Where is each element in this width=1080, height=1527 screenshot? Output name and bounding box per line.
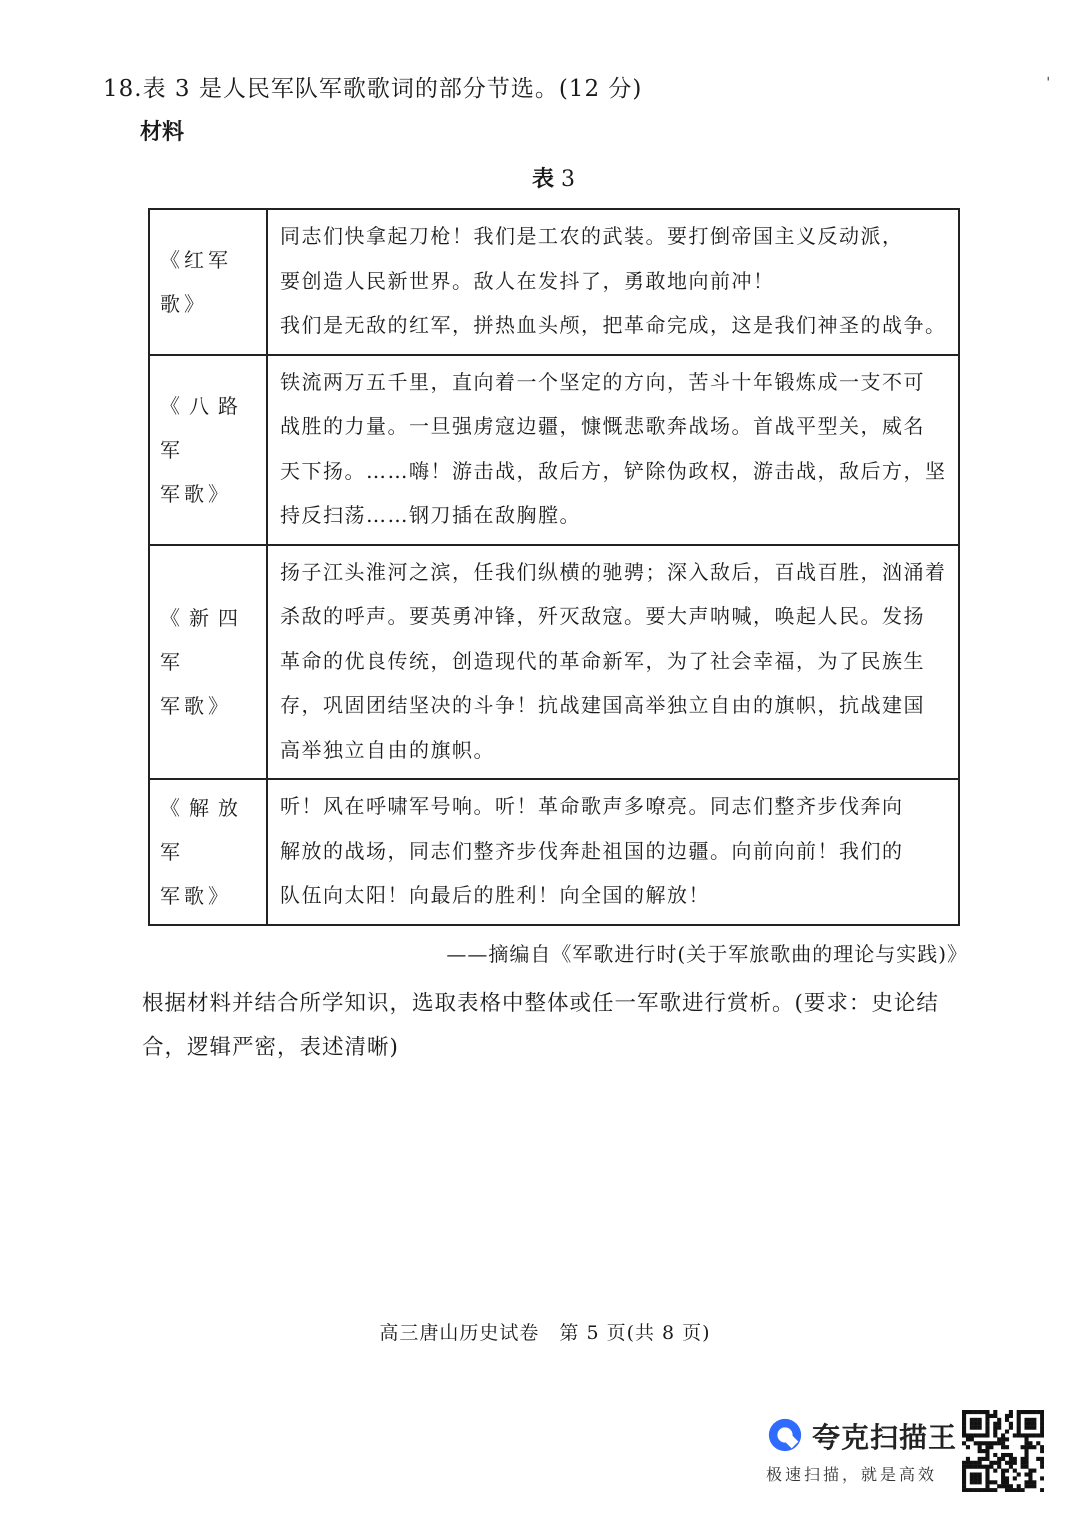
table-row xyxy=(149,209,959,355)
lyric-line: 解放的战场，同志们整齐步伐奔赴祖国的边疆。向前向前！我们的 xyxy=(280,838,904,863)
song-title-line: 军歌》 xyxy=(160,693,232,718)
table-caption-label: 表 xyxy=(531,167,554,192)
watermark-brand: 夸克扫描王 xyxy=(812,1421,958,1454)
lyrics-table xyxy=(148,208,960,926)
lyric-line: 杀敌的呼声。要英勇冲锋，歼灭敌寇。要大声呐喊，唤起人民。发扬 xyxy=(280,604,925,628)
song-title-line: 《八路军 xyxy=(160,393,247,462)
lyric-line: 铁流两万五千里，直向着一个坚定的方向，苦斗十年锻炼成一支不可 xyxy=(280,369,925,394)
song-title-pla xyxy=(149,779,267,925)
lyrics-pla xyxy=(267,779,959,925)
song-title-eighth-route xyxy=(149,355,267,545)
lyric-line: 扬子江头淮河之滨，任我们纵横的驰骋；深入敌后，百战百胜，汹涌着 xyxy=(280,559,947,584)
quark-logo-icon xyxy=(766,1416,804,1454)
song-title-line: 《新四军 xyxy=(160,605,247,674)
table-caption-number: 3 xyxy=(554,167,575,192)
page-footer: 高三唐山历史试卷 第 5 页(共 8 页) xyxy=(379,1322,711,1344)
lyric-line: 高举独立自由的旗帜。 xyxy=(280,737,495,762)
lyric-line: 革命的优良传统，创造现代的革命新军，为了社会幸福，为了民族生 xyxy=(280,648,925,673)
lyric-line: 天下扬。……嗨！游击战，敌后方，铲除伪政权，游击战，敌后方，坚 xyxy=(280,458,947,483)
margin-mark: ˈ xyxy=(1046,74,1051,93)
song-title-line: 军歌》 xyxy=(160,883,232,908)
lyric-line: 持反扫荡……钢刀插在敌胸膛。 xyxy=(280,503,581,527)
song-title-new-fourth xyxy=(149,545,267,780)
lyric-line: 听！风在呼啸军号响。听！革命歌声多嘹亮。同志们整齐步伐奔向 xyxy=(280,794,904,818)
scanner-watermark xyxy=(762,1410,1062,1495)
table-row xyxy=(149,355,959,545)
lyric-line: 战胜的力量。一旦强虏寇边疆，慷慨悲歌奔战场。首战平型关，威名 xyxy=(280,414,925,438)
lyrics-eighth-route xyxy=(267,355,959,545)
lyric-line: 要创造人民新世界。敌人在发抖了，勇敢地向前冲！ xyxy=(280,268,775,293)
qr-code-icon xyxy=(962,1410,1044,1492)
song-title-red-army: 《红军歌》 xyxy=(149,209,267,355)
song-title-line: 军歌》 xyxy=(160,481,232,506)
lyric-line: 队伍向太阳！向最后的胜利！向全国的解放！ xyxy=(280,883,710,907)
lyrics-red-army xyxy=(267,209,959,355)
lyrics-new-fourth xyxy=(267,545,959,780)
lyric-line: 我们是无敌的红军，拼热血头颅，把革命完成，这是我们神圣的战争。 xyxy=(280,313,947,337)
material-label: 材料 xyxy=(140,120,185,145)
source-citation: ——摘编自《军歌进行时(关于军旅歌曲的理论与实践)》 xyxy=(446,942,968,966)
song-title-line: 《解放军 xyxy=(160,795,247,864)
watermark-slogan: 极速扫描，就是高效 xyxy=(766,1465,938,1484)
table-row xyxy=(149,545,959,780)
question-prompt: 根据材料并结合所学知识，选取表格中整体或任一军歌进行赏析。(要求：史论结合，逻辑严密，表述清晰) xyxy=(142,991,939,1060)
table-caption xyxy=(0,162,1080,193)
table-row xyxy=(149,779,959,925)
lyric-line: 同志们快拿起刀枪！我们是工农的武装。要打倒帝国主义反动派， xyxy=(280,224,904,248)
lyric-line: 存，巩固团结坚决的斗争！抗战建国高举独立自由的旗帜，抗战建国 xyxy=(280,693,925,717)
question-title: 18.表 3 是人民军队军歌歌词的部分节选。(12 分) xyxy=(103,76,643,102)
